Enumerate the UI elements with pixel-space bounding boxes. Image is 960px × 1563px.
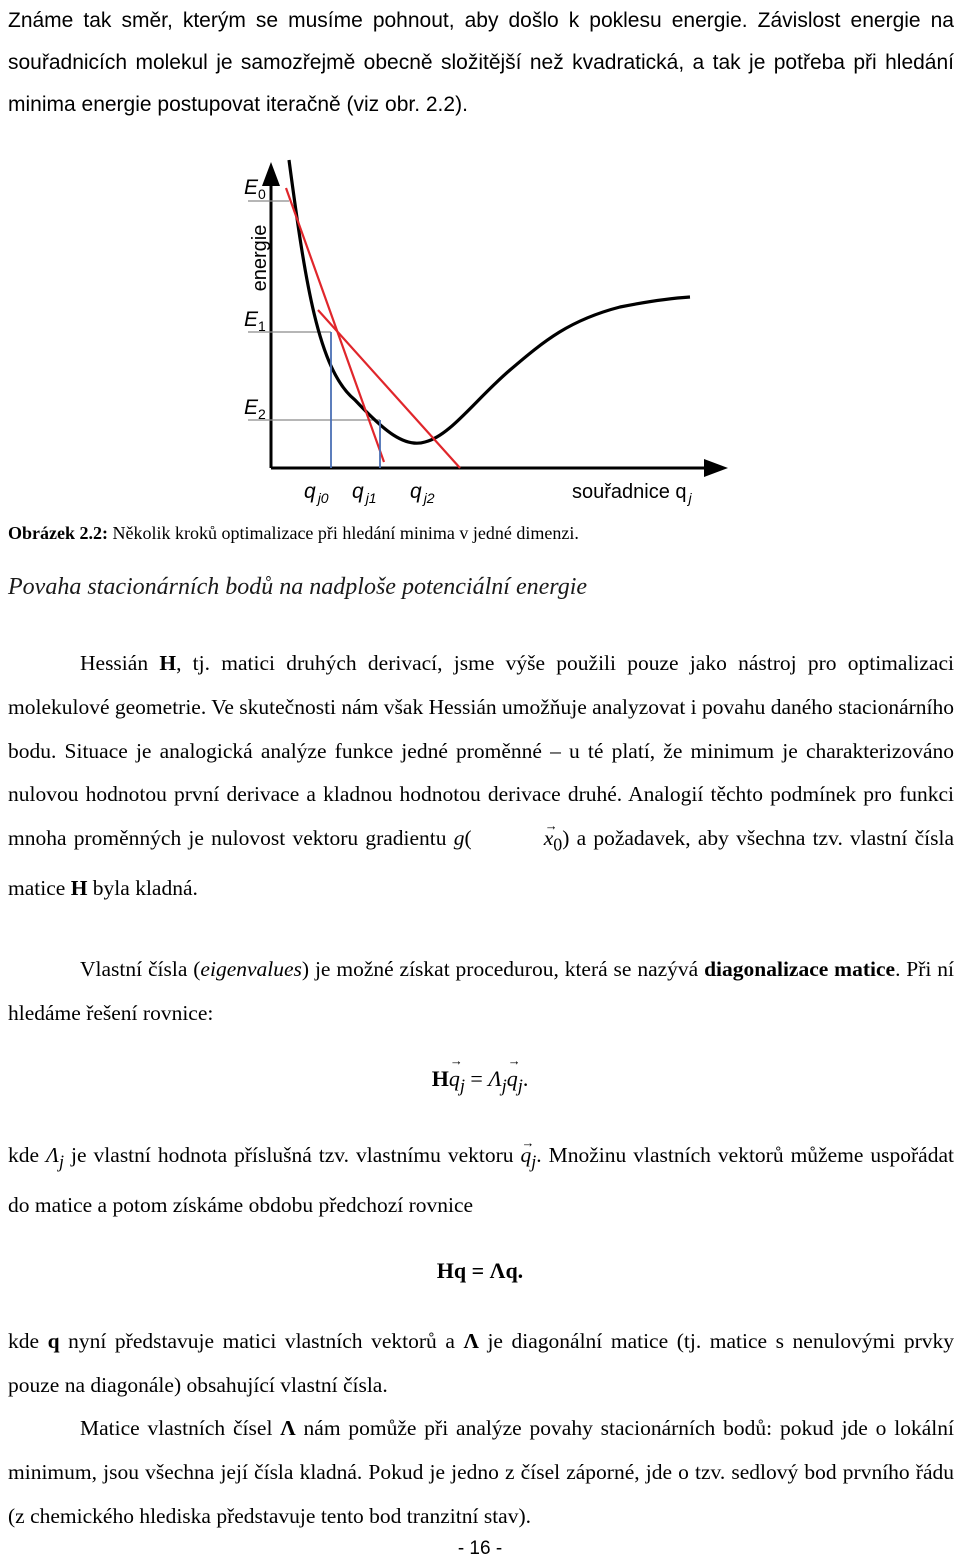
- level-label-e0: $E_0$: [244, 176, 266, 202]
- y-axis-label: energie: [249, 224, 271, 292]
- equation-eigen: $H\to q_j = \Lambda_j\to q_j$.: [0, 1066, 960, 1096]
- intro-paragraph: Známe tak směr, kterým se musíme pohnout, aby došlo k poklesu energie. Závislost energie na souřadnicích molekul je samozřejmě obecně složitější než kvadratická, a tak je potřeba při hledání minima energie postupovat iteračně (viz obr. 2.2).: [8, 9, 954, 116]
- step-label-qj1: q $_{j1}$: [352, 480, 377, 506]
- x-axis-label: souřadnice q $_j$: [572, 481, 692, 506]
- figure-caption: [8, 523, 579, 544]
- step-label-qj2: q $_{j2}$: [410, 480, 435, 506]
- level-label-e1: $E_1$: [244, 308, 266, 334]
- paragraph-matrix: kde q nyní představuje matici vlastních vektorů a Λ je diagonální matice (tj. matice s nenulovými prvky pouze na diagonále) obsahující vlastní čísla.: [8, 1329, 954, 1397]
- caption-text: Několik kroků optimalizace při hledání minima v jedné dimenzi.: [107, 523, 579, 543]
- section-heading: Povaha stacionárních bodů na nadploše potenciální energie: [8, 574, 588, 600]
- optimization-figure: [0, 150, 960, 520]
- energy-curve: [289, 160, 690, 443]
- y-axis-arrowhead: [262, 162, 280, 186]
- caption-label: Obrázek 2.2:: [8, 523, 108, 543]
- paragraph-eigenvalues: Vlastní čísla (eigenvalues) je možné získat procedurou, která se nazývá diagonalizace matice. Při ní hledáme řešení rovnice:: [8, 957, 954, 1025]
- tangent-line-2: [318, 310, 460, 468]
- paragraph-hessian: Hessián H, tj. matici druhých derivací, jsme výše použili pouze jako nástroj pro optimalizaci molekulové geometrie. Ve skutečnosti nám však Hessián umožňuje analyzovat i povahu daného stacionárního bodu. Situace je analogická analýze funkce jedné proměnné – u té platí, že minimum je charakterizováno nulovou hodnotou první derivace a kladnou hodnotou derivace druhé. Analogií těchto podmínek pro funkci mnoha proměnných je nulovost vektoru gradientu $g(\to x_0)$ a požadavek, aby všechna tzv. vlastní čísla matice H byla kladná.: [8, 642, 954, 911]
- step-label-qj0: q $_{j0}$: [304, 480, 329, 506]
- level-label-e2: $E_2$: [244, 396, 266, 422]
- x-axis-arrowhead: [704, 459, 728, 477]
- page-number: - 16 -: [457, 1538, 503, 1559]
- equation-matrix: Hq = Λq.: [436, 1258, 524, 1283]
- tangent-line-1: [286, 188, 384, 462]
- paragraph-eigenvector: kde $\Lambda_j$ je vlastní hodnota příslušná tzv. vlastnímu vektoru → $q_j$. Množinu vlastních vektorů můžeme uspořádat do matice a potom získáme obdobu předchozí rovnice: [8, 1134, 954, 1228]
- paragraph-stationary-points: Matice vlastních čísel Λ nám pomůže při analýze povahy stacionárních bodů: pokud jde o lokální minimum, jsou všechna její čísla kladná. Pokud je jedno z čísel záporné, jde o tzv. sedlový bod prvního řádu (z chemického hlediska představuje tento bod tranzitní stav).: [8, 1416, 954, 1528]
